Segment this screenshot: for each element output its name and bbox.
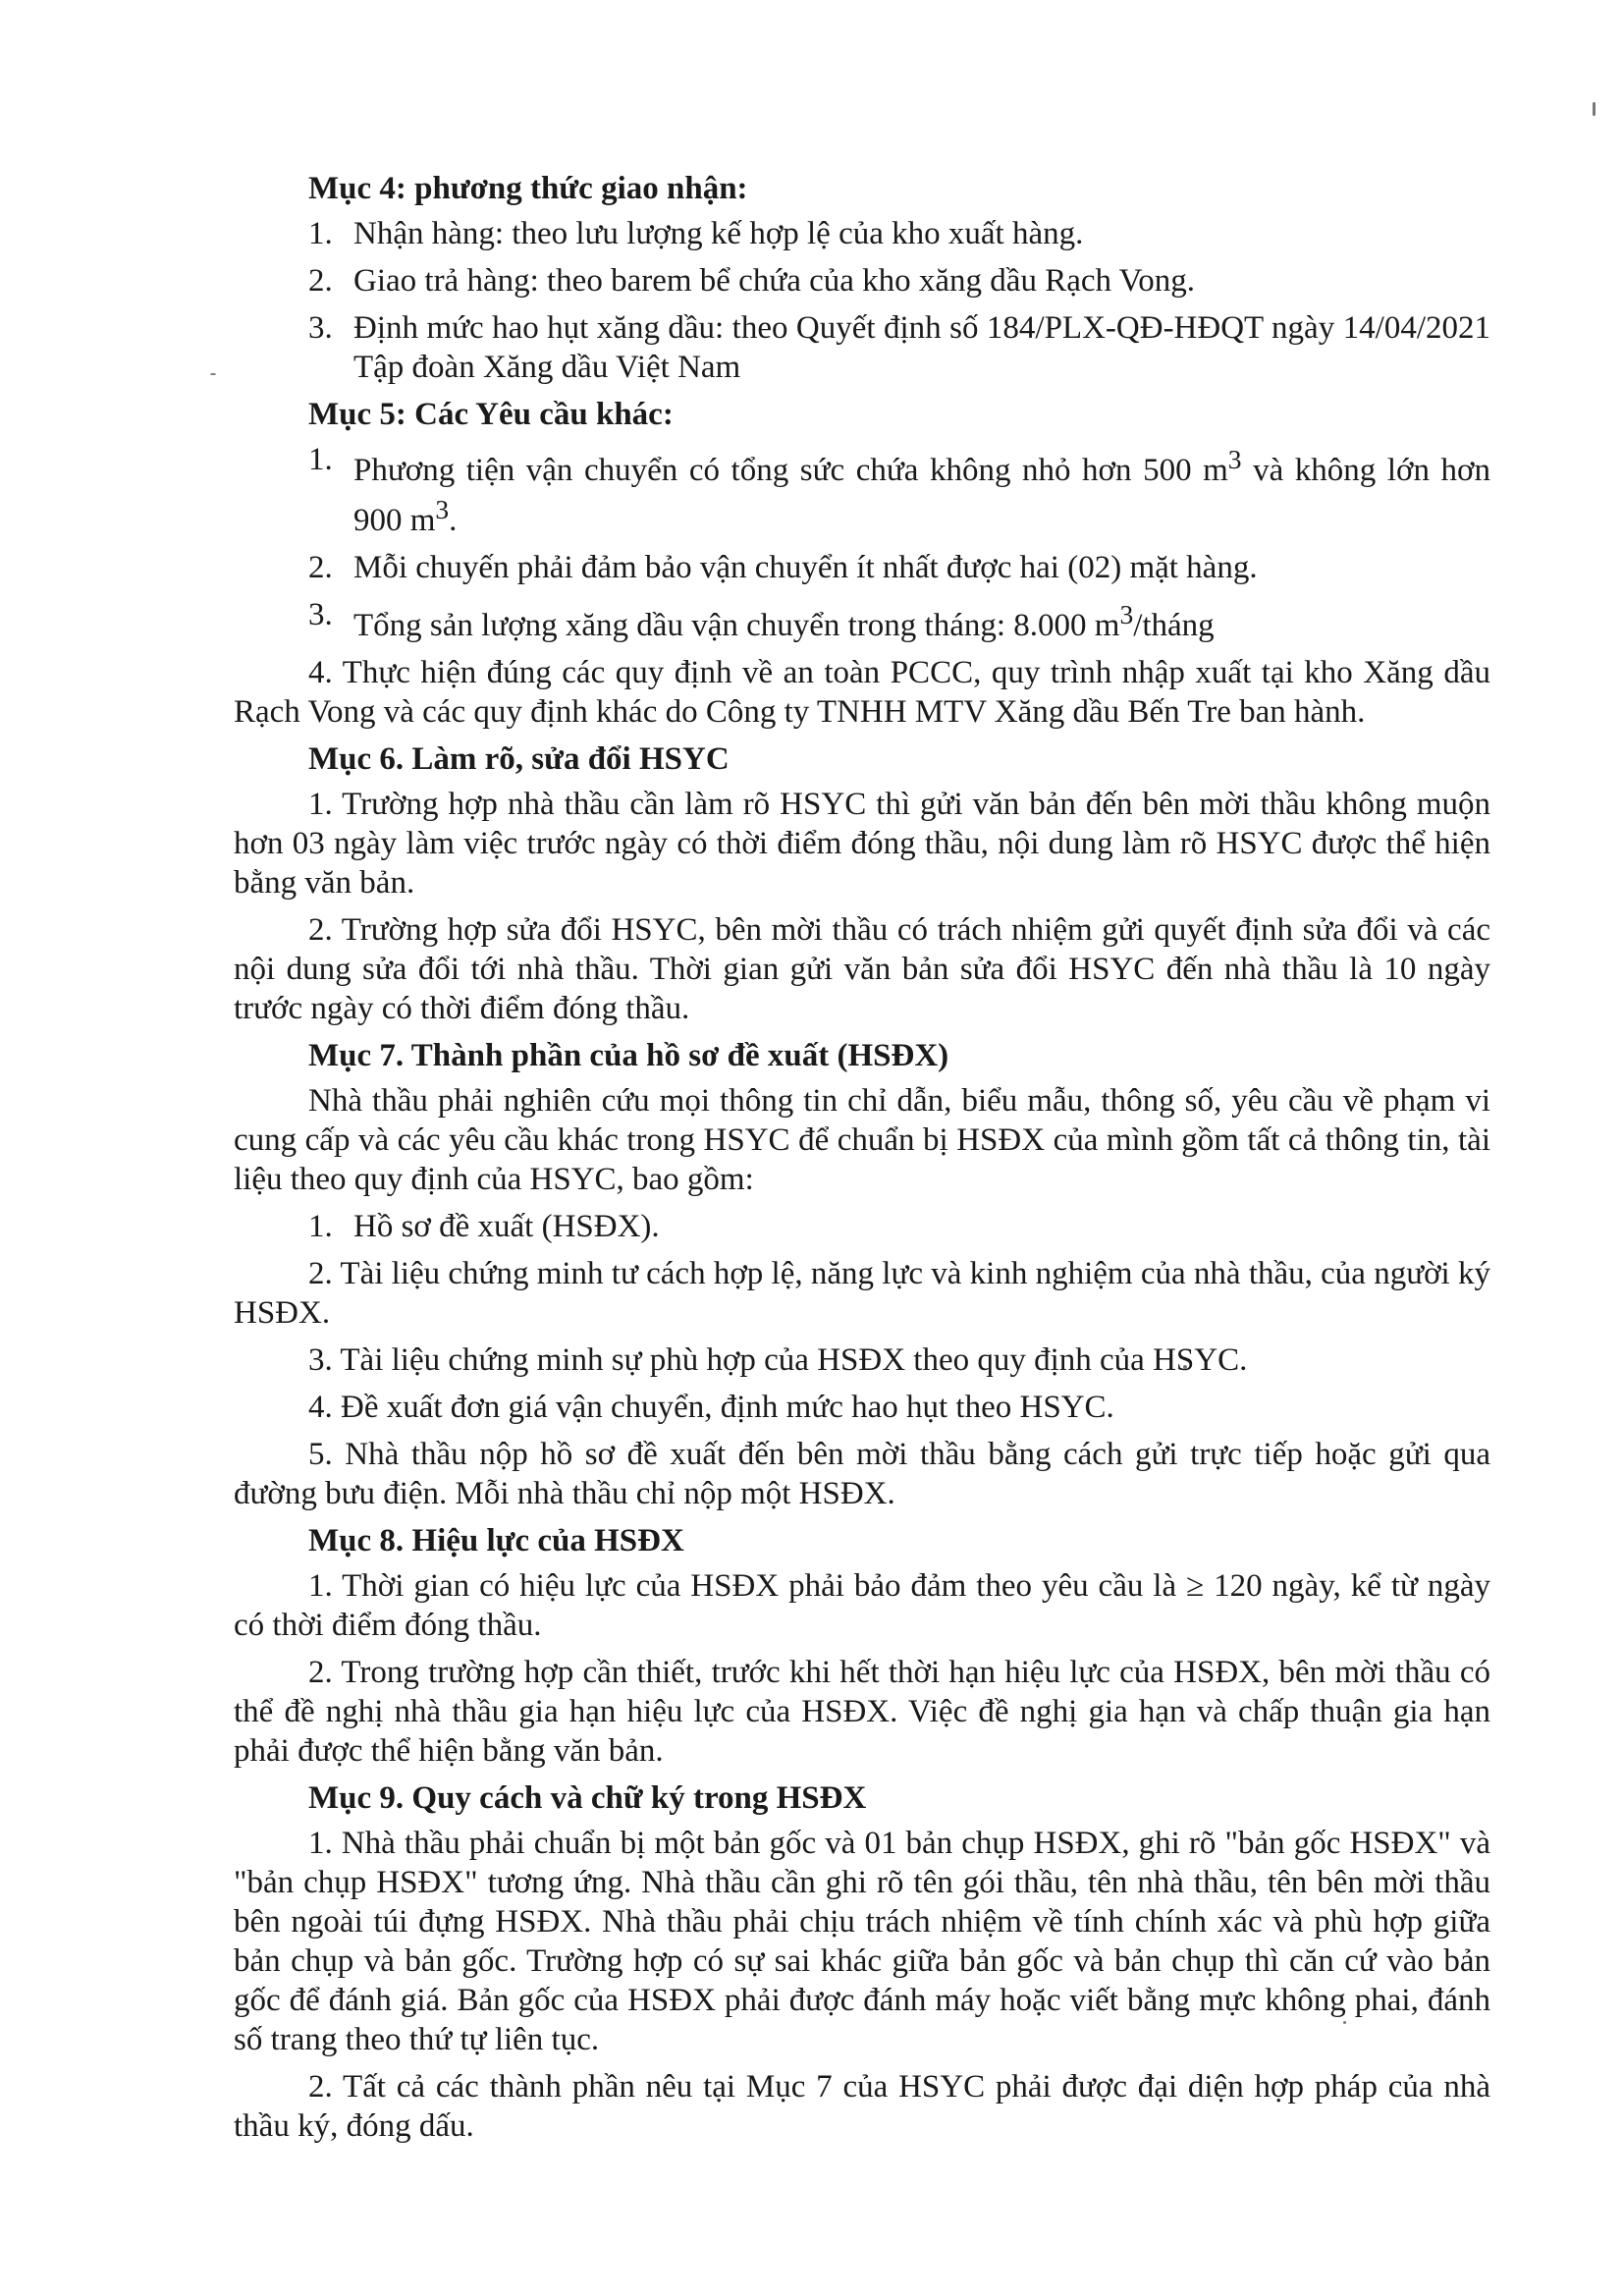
list-text: Định mức hao hụt xăng dầu: theo Quyết định số 184/PLX-QĐ-HĐQT ngày 14/04/2021 Tập đoàn Xăng dầu Việt Nam [353,310,1490,385]
paragraph: 4. Đề xuất đơn giá vận chuyển, định mức hao hụt theo HSYC. [308,1390,1114,1425]
paragraph: 5. Nhà thầu nộp hồ sơ đề xuất đến bên mời thầu bằng cách gửi trực tiếp hoặc gửi qua đường bưu điện. Mỗi nhà thầu chỉ nộp một HSĐX. [234,1437,1490,1511]
list-item [308,440,1490,540]
section-5-heading: Mục 5: Các Yêu cầu khác: [308,397,674,432]
list-text: Mỗi chuyến phải đảm bảo vận chuyển ít nhất được hai (02) mặt hàng. [353,550,1258,585]
list-number: 3. [308,597,333,632]
section-4-heading: Mục 4: phương thức giao nhận: [308,171,748,206]
paragraph: 2. Tất cả các thành phần nêu tại Mục 7 của HSYC phải được đại diện hợp pháp của nhà thầu ký, đóng dấu. [234,2069,1490,2144]
list-item [308,548,1490,587]
paragraph: 1. Thời gian có hiệu lực của HSĐX phải bảo đảm theo yêu cầu là ≥ 120 ngày, kể từ ngày có thời điểm đóng thầu. [234,1568,1490,1643]
paragraph: Nhà thầu phải nghiên cứu mọi thông tin chỉ dẫn, biểu mẫu, thông số, yêu cầu về phạm vi cung cấp và các yêu cầu khác trong HSYC để chuẩn bị HSĐX của mình gồm tất cả thông tin, tài liệu theo quy định của HSYC, bao gồm: [234,1083,1490,1197]
list-text: Nhận hàng: theo lưu lượng kế hợp lệ của kho xuất hàng. [353,216,1084,251]
section-4-list [308,214,1490,387]
section-5-list [308,440,1490,645]
section-8-heading: Mục 8. Hiệu lực của HSĐX [308,1523,684,1558]
paragraph: 2. Trường hợp sửa đổi HSYC, bên mời thầu có trách nhiệm gửi quyết định sửa đổi và các nội dung sửa đổi tới nhà thầu. Thời gian gửi văn bản sửa đổi HSYC đến nhà thầu là 10 ngày trước ngày có thời điểm đóng thầu. [234,912,1490,1026]
paragraph: 4. Thực hiện đúng các quy định về an toàn PCCC, quy trình nhập xuất tại kho Xăng dầu Rạch Vong và các quy định khác do Công ty TNHH MTV Xăng dầu Bến Tre ban hành. [234,655,1490,730]
list-text: Tổng sản lượng xăng dầu vận chuyển trong tháng: 8.000 $m^3$/tháng [353,599,1215,643]
list-number: 3. [308,310,333,346]
list-item [308,1207,1490,1246]
list-text: Hồ sơ đề xuất (HSĐX). [353,1209,660,1244]
paragraph: 1. Trường hợp nhà thầu cần làm rõ HSYC thì gửi văn bản đến bên mời thầu không muộn hơn 03 ngày làm việc trước ngày có thời điểm đóng thầu, nội dung làm rõ HSYC được thể hiện bằng văn bản. [234,787,1490,901]
section-6-heading: Mục 6. Làm rõ, sửa đổi HSYC [308,741,730,777]
scan-speck [210,373,216,375]
section-7-list [308,1207,1490,1246]
list-number: 1. [308,216,333,251]
list-item [308,214,1490,253]
list-number: 1. [308,442,333,477]
paragraph: 2. Tài liệu chứng minh tư cách hợp lệ, năng lực và kinh nghiệm của nhà thầu, của người ký HSĐX. [234,1256,1490,1331]
section-7-heading: Mục 7. Thành phần của hồ sơ đề xuất (HSĐX) [308,1038,949,1073]
list-item [308,261,1490,301]
paragraph: 3. Tài liệu chứng minh sự phù hợp của HSĐX theo quy định của HSYC. [308,1342,1248,1378]
paragraph: 2. Trong trường hợp cần thiết, trước khi hết thời hạn hiệu lực của HSĐX, bên mời thầu có thể đề nghị nhà thầu gia hạn hiệu lực của HSĐX. Việc đề nghị gia hạn và chấp thuận gia hạn phải được thể hiện bằng văn bản. [234,1655,1490,1769]
scan-speck [1593,102,1596,116]
list-item [308,595,1490,645]
paragraph: 1. Nhà thầu phải chuẩn bị một bản gốc và 01 bản chụp HSĐX, ghi rõ "bản gốc HSĐX" và "bản chụp HSĐX" tương ứng. Nhà thầu cần ghi rõ tên gói thầu, tên nhà thầu, tên bên mời thầu bên ngoài túi đựng HSĐX. Nhà thầu phải chịu trách nhiệm về tính chính xác và phù hợp giữa bản chụp và bản gốc. Trường hợp có sự sai khác giữa bản gốc và bản chụp thì căn cứ vào bản gốc để đánh giá. Bản gốc của HSĐX phải được đánh máy hoặc viết bằng mực không phai, đánh số trang theo thứ tự liên tục. [234,1826,1490,2057]
list-text: Phương tiện vận chuyển có tổng sức chứa không nhỏ hơn 500 $m^3$ và không lớn hơn 900 $m^3$. [353,444,1490,538]
list-text: Giao trả hàng: theo barem bể chứa của kho xăng dầu Rạch Vong. [353,263,1195,299]
list-item [308,308,1490,387]
document-body [234,169,1490,2154]
list-number: 2. [308,263,333,299]
list-number: 2. [308,550,333,585]
section-9-heading: Mục 9. Quy cách và chữ ký trong HSĐX [308,1780,867,1816]
list-number: 1. [308,1209,333,1244]
